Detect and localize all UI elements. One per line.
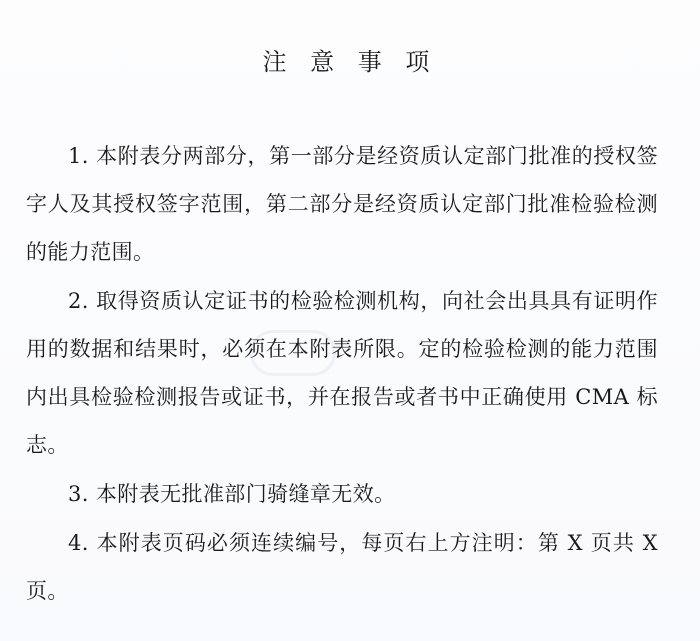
page-title: 注 意 事 项 [262,48,438,76]
notice-item-4: 4. 本附表页码必须连续编号，每页右上方注明：第 X 页共 X 页。 [26,531,658,603]
notice-item-3: 3. 本附表无批准部门骑缝章无效。 [68,482,396,506]
notice-item-2: 2. 取得资质认定证书的检验检测机构，向社会出具具有证明作用的数据和结果时，必须在本附表所限。定的检验检测的能力范围内出具检验检测报告或证书，并在报告或者书中正确使用 CMA 标志。 [26,289,658,457]
notice-list [26,132,658,616]
notice-item-1: 1. 本附表分两部分，第一部分是经资质认定部门批准的授权签字人及其授权签字范围，第二部分是经资质认定部门批准检验检测的能力范围。 [26,144,658,264]
